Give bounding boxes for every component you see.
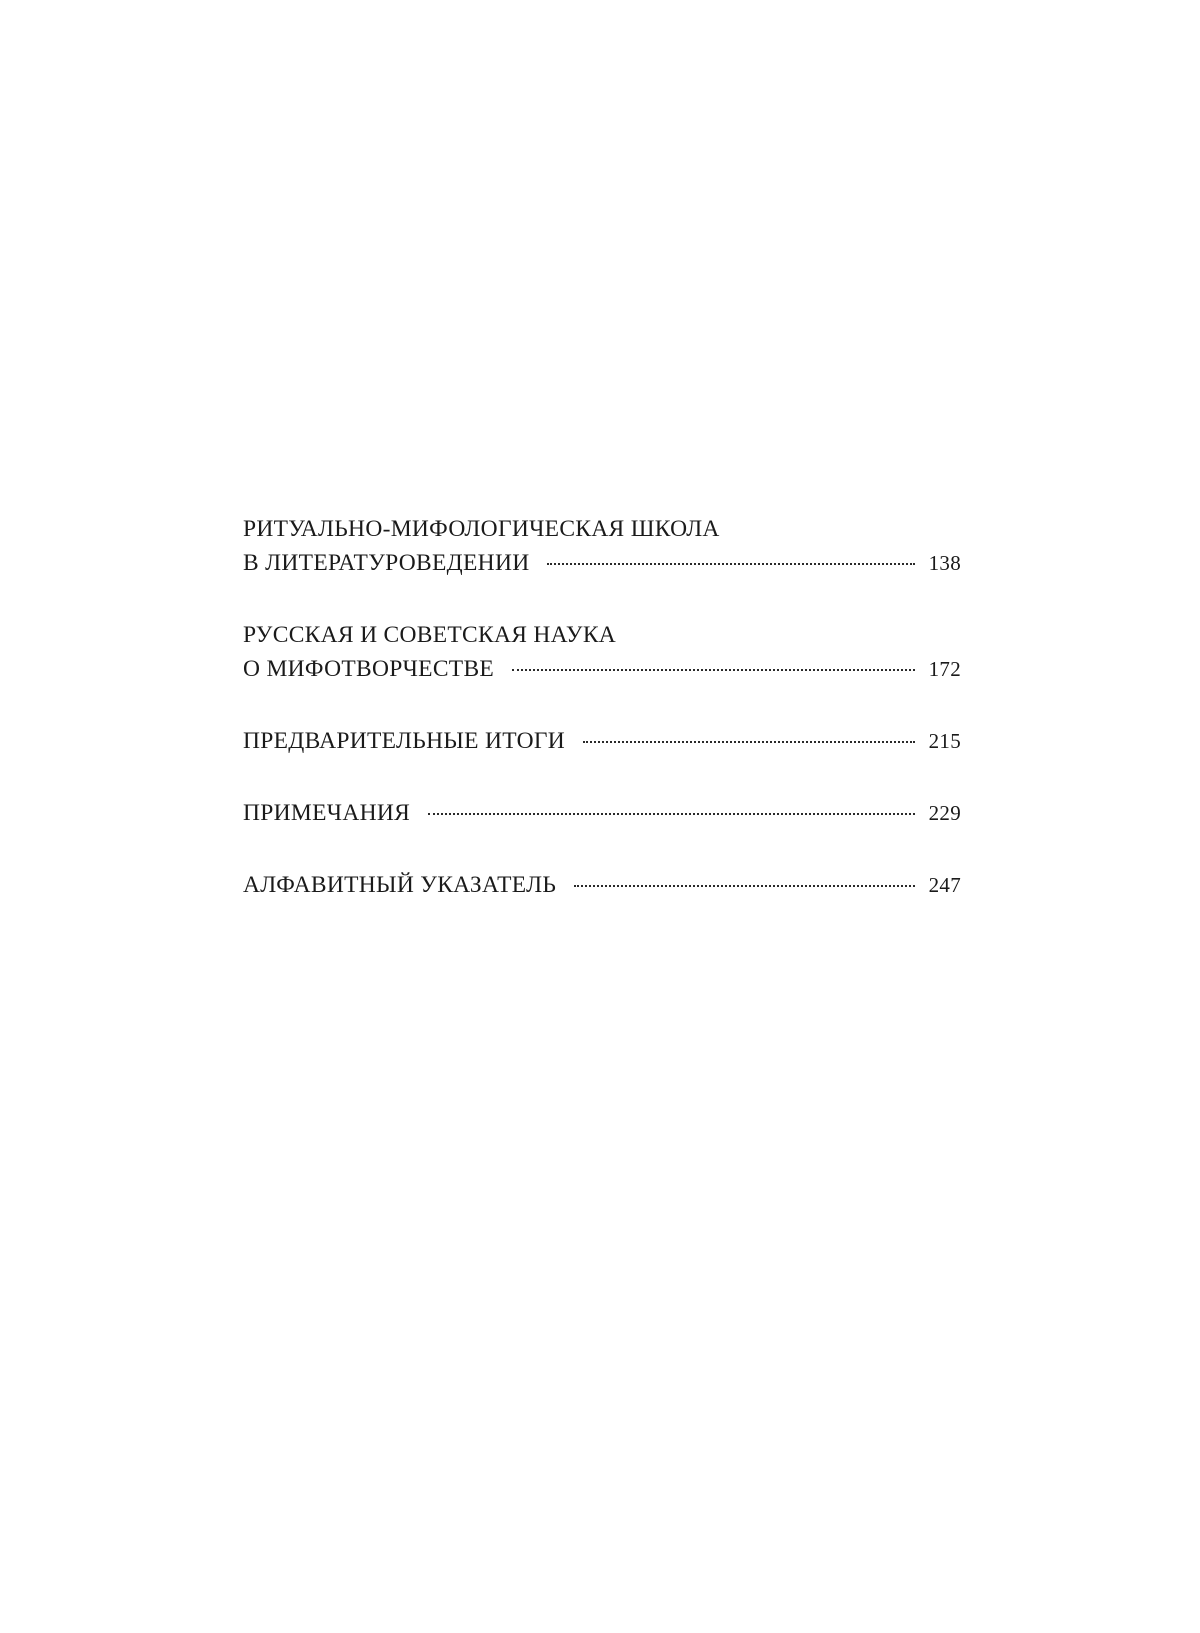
toc-entry-title: АЛФАВИТНЫЙ УКАЗАТЕЛЬ [243, 872, 557, 898]
toc-entry-title-line2: О МИФОТВОРЧЕСТВЕ [243, 656, 495, 682]
toc-page-number: 172 [928, 657, 961, 681]
toc-entry-leader-line [243, 796, 961, 830]
dot-leader [574, 885, 914, 887]
toc-entry-title-line1: РУССКАЯ И СОВЕТСКАЯ НАУКА [243, 622, 617, 648]
dot-leader [512, 669, 915, 671]
toc-entry-notes[interactable] [243, 796, 961, 830]
table-of-contents [243, 512, 961, 902]
dot-leader [428, 813, 914, 815]
toc-entry-ritual-mythological-school[interactable] [243, 512, 961, 580]
toc-entry-leader-line [243, 724, 961, 758]
toc-entry-leader-line [243, 868, 961, 902]
toc-page-number: 229 [928, 801, 961, 825]
toc-entry-alphabetical-index[interactable] [243, 868, 961, 902]
toc-entry-title-line2: В ЛИТЕРАТУРОВЕДЕНИИ [243, 550, 530, 576]
toc-entry-title: ПРИМЕЧАНИЯ [243, 800, 411, 826]
dot-leader [547, 563, 914, 565]
toc-entry-title-line1: РИТУАЛЬНО-МИФОЛОГИЧЕСКАЯ ШКОЛА [243, 516, 720, 542]
toc-entry-leader-line [243, 546, 961, 580]
toc-page-number: 138 [928, 551, 961, 575]
toc-page-number: 215 [928, 729, 961, 753]
toc-page-number: 247 [928, 873, 961, 897]
dot-leader [583, 741, 915, 743]
toc-entry-preliminary-results[interactable] [243, 724, 961, 758]
toc-entry-leader-line [243, 652, 961, 686]
toc-entry-russian-soviet-science[interactable] [243, 618, 961, 686]
toc-entry-title: ПРЕДВАРИТЕЛЬНЫЕ ИТОГИ [243, 728, 566, 754]
